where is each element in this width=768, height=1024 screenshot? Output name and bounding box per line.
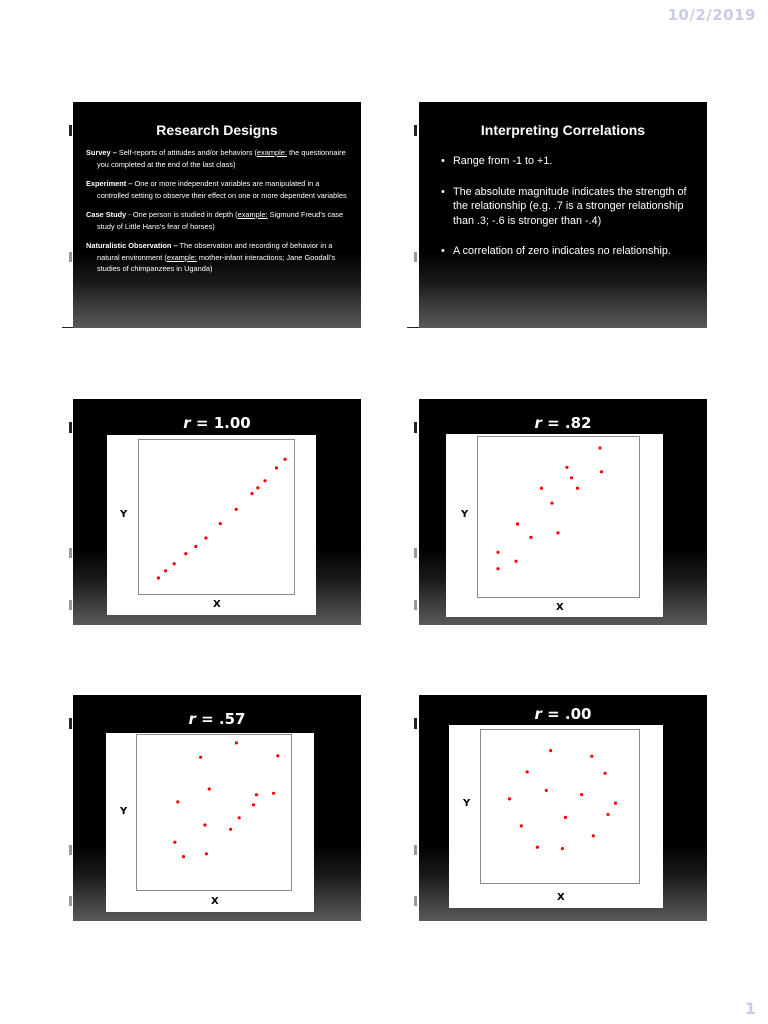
chart-area: [107, 435, 316, 615]
slide-edge-marker: [69, 422, 72, 433]
slide-title: Research Designs: [156, 122, 278, 138]
chart-area: [449, 725, 663, 908]
scatter-plot: [449, 725, 663, 908]
scatter-point: [235, 741, 238, 744]
design-text: - One person is studied in depth (: [126, 210, 238, 219]
scatter-point: [208, 787, 211, 790]
scatter-point: [576, 487, 579, 490]
scatter-point: [272, 792, 275, 795]
scatter-point: [520, 824, 523, 827]
scatter-point: [561, 847, 564, 850]
scatter-point: [284, 458, 287, 461]
scatter-point: [536, 846, 539, 849]
scatter-point: [204, 536, 207, 539]
scatter-point: [508, 797, 511, 800]
scatter-point: [276, 754, 279, 757]
plot-frame: [481, 730, 640, 884]
example-text: Sigmund Freud’s case study of Little Hans’s fear of horses): [97, 210, 344, 231]
scatter-point: [598, 446, 601, 449]
slide-title: Interpreting Correlations: [480, 122, 646, 138]
scatter-point: [157, 576, 160, 579]
scatter-point: [275, 466, 278, 469]
design-text: The observation and recording of behavior in a natural environment (: [97, 241, 333, 262]
y-axis-label: Y: [463, 798, 471, 809]
chart-title: [419, 414, 707, 432]
chart-title-value: = 1.00: [195, 414, 251, 432]
chart-title-var: r: [183, 414, 191, 432]
slide-scatter-r57: [73, 695, 361, 921]
scatter-point: [540, 487, 543, 490]
slide-edge-marker: [414, 718, 417, 729]
y-axis-label: Y: [120, 806, 128, 817]
example-label: example:: [166, 252, 197, 262]
bullet-item: • The absolute magnitude indicates the strength of the relationship (e.g. .7 is a stronger relationship than .3; -.6 is stronger than -.4): [441, 185, 695, 229]
scatter-point: [173, 841, 176, 844]
scatter-point: [496, 567, 499, 570]
slide-edge-marker: [69, 548, 72, 558]
scatter-point: [194, 545, 197, 548]
scatter-point: [545, 789, 548, 792]
date-header: 10/2/2019: [667, 6, 756, 24]
design-text: Self-reports of attitudes and/or behaviors (: [116, 148, 257, 157]
scatter-point: [526, 770, 529, 773]
slide-edge-line: [407, 327, 419, 328]
design-list: [86, 147, 349, 283]
y-axis-label: Y: [120, 509, 128, 520]
design-item-naturalistic: [86, 240, 349, 275]
bullet-list: [441, 154, 695, 275]
scatter-point: [604, 772, 607, 775]
x-axis-label: X: [556, 602, 564, 613]
scatter-point: [184, 552, 187, 555]
example-label: example:: [256, 148, 287, 157]
slide-edge-marker: [414, 548, 417, 558]
slide-edge-marker: [69, 600, 72, 610]
x-axis-label: X: [211, 896, 219, 907]
x-axis-label: X: [557, 892, 565, 903]
slide-scatter-r00: [419, 695, 707, 921]
scatter-point: [606, 813, 609, 816]
slide-edge-marker: [69, 718, 72, 729]
scatter-point: [556, 531, 559, 534]
chart-area: [106, 733, 314, 912]
chart-title-var: r: [188, 710, 196, 728]
scatter-point: [235, 508, 238, 511]
slide-edge-marker: [69, 896, 72, 906]
scatter-point: [263, 479, 266, 482]
x-axis-label: X: [213, 599, 221, 610]
scatter-point: [164, 569, 167, 572]
slide-edge-marker: [414, 252, 417, 262]
design-text: One or more independent variables are manipulated in a controlled setting to observe their effect on one or more dependent variables: [97, 179, 347, 200]
y-axis-label: Y: [461, 509, 469, 520]
scatter-point: [514, 560, 517, 563]
design-item-experiment: [86, 178, 349, 201]
scatter-point: [570, 476, 573, 479]
scatter-point: [592, 834, 595, 837]
chart-title: [73, 414, 361, 432]
scatter-point: [238, 816, 241, 819]
scatter-point: [252, 803, 255, 806]
slide-edge-marker: [414, 422, 417, 433]
slide-interpreting-correlations: [419, 102, 707, 328]
slide-edge-marker: [414, 125, 417, 136]
scatter-point: [256, 486, 259, 489]
example-text: mother-infant interactions; Jane Goodall’s studies of chimpanzees in Uganda): [97, 252, 336, 273]
chart-area: [446, 434, 663, 617]
plot-frame: [139, 440, 295, 595]
scatter-point: [173, 562, 176, 565]
scatter-plot: [106, 733, 314, 912]
scatter-point: [565, 466, 568, 469]
slide-scatter-r100: [73, 399, 361, 625]
plot-frame: [478, 437, 640, 598]
design-term: Survey –: [86, 148, 117, 157]
scatter-point: [203, 823, 206, 826]
slide-scatter-r82: [419, 399, 707, 625]
slide-edge-marker: [69, 252, 72, 262]
chart-title-var: r: [534, 705, 542, 723]
scatter-point: [182, 855, 185, 858]
scatter-point: [219, 522, 222, 525]
scatter-point: [205, 852, 208, 855]
scatter-point: [614, 802, 617, 805]
chart-title: [419, 705, 707, 723]
chart-title-value: = .57: [201, 710, 246, 728]
scatter-point: [564, 816, 567, 819]
design-item-survey: [86, 147, 349, 170]
scatter-point: [550, 502, 553, 505]
chart-title-value: = .00: [547, 705, 592, 723]
example-label: example:: [237, 210, 268, 219]
slide-edge-marker: [69, 125, 72, 136]
scatter-point: [496, 551, 499, 554]
bullet-item: • Range from -1 to +1.: [441, 154, 695, 169]
slide-edge-marker: [414, 896, 417, 906]
bullet-item: • A correlation of zero indicates no relationship.: [441, 244, 695, 259]
example-text: the questionnaire you completed at the end of the last class): [97, 148, 346, 169]
scatter-point: [255, 793, 258, 796]
scatter-point: [199, 756, 202, 759]
chart-title-value: = .82: [547, 414, 592, 432]
scatter-point: [176, 800, 179, 803]
scatter-point: [549, 749, 552, 752]
design-term: Naturalistic Observation –: [86, 241, 178, 250]
slide-edge-marker: [69, 845, 72, 855]
design-item-case-study: [86, 209, 349, 232]
slide-edge-marker: [414, 845, 417, 855]
scatter-point: [229, 828, 232, 831]
design-term: Experiment –: [86, 179, 133, 188]
scatter-point: [580, 793, 583, 796]
scatter-point: [529, 536, 532, 539]
page-number: 1: [744, 999, 756, 1018]
scatter-plot: [107, 435, 316, 615]
chart-title: [73, 710, 361, 728]
plot-frame: [137, 735, 292, 891]
scatter-point: [600, 470, 603, 473]
scatter-point: [250, 492, 253, 495]
slide-edge-marker: [414, 600, 417, 610]
chart-title-var: r: [534, 414, 542, 432]
scatter-point: [590, 755, 593, 758]
design-term: Case Study: [86, 210, 127, 219]
slide-research-designs: [73, 102, 361, 328]
scatter-plot: [446, 434, 663, 617]
scatter-point: [516, 522, 519, 525]
